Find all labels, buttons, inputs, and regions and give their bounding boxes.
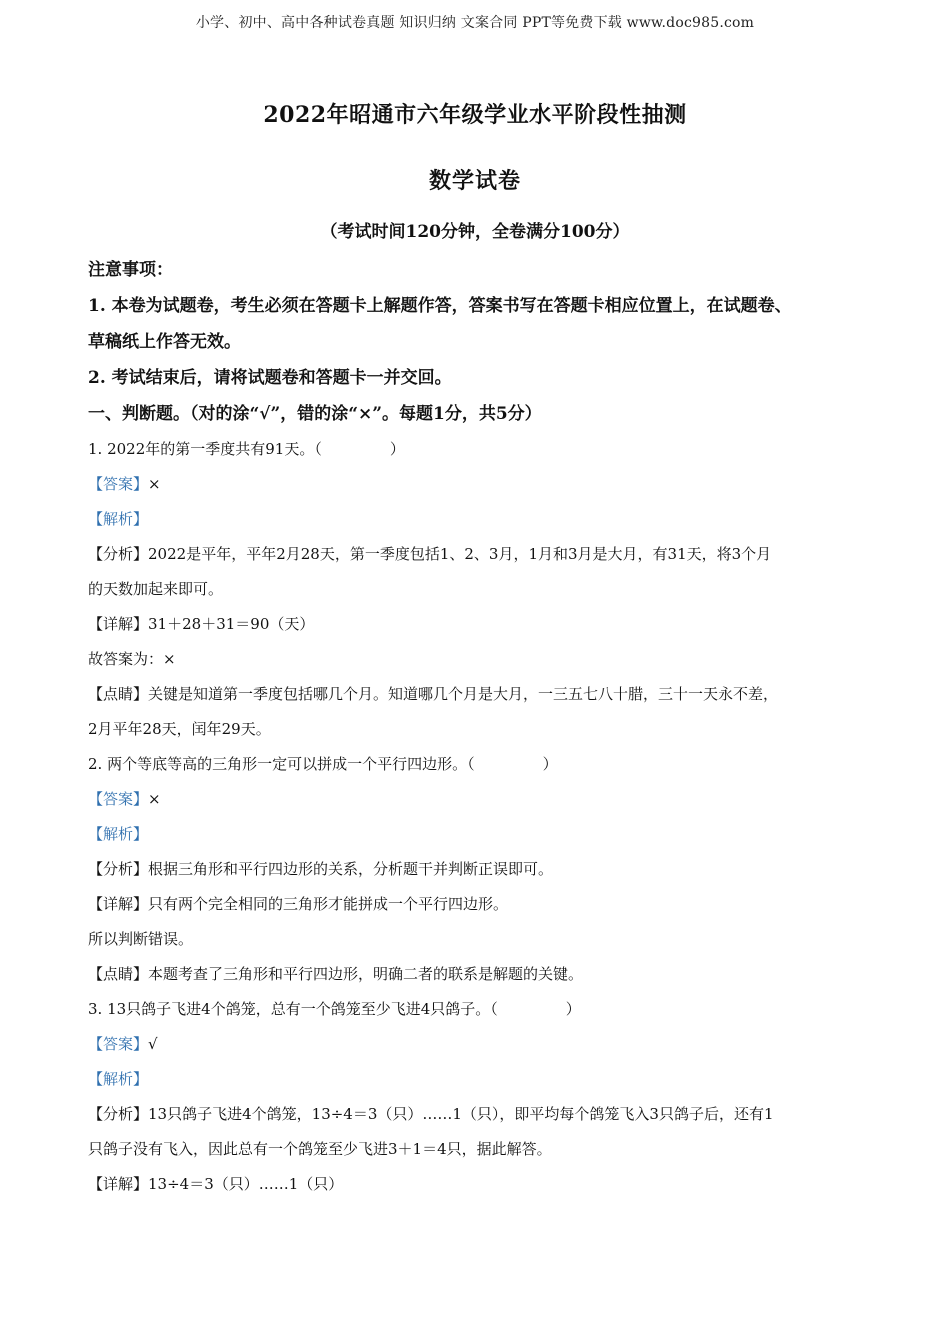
question-3-text: 3. 13只鸽子飞进4个鸽笼，总有一个鸽笼至少飞进4只鸽子。（ bbox=[88, 1000, 498, 1018]
exam-subtitle: 数学试卷 bbox=[428, 168, 521, 194]
question-2-answer bbox=[88, 782, 888, 817]
question-1-dianjing bbox=[88, 677, 888, 712]
question-3-paren-close: ） bbox=[565, 1000, 581, 1018]
question-2-fenxi-text: 根据三角形和平行四边形的关系，分析题干并判断正误即可。 bbox=[148, 860, 554, 878]
question-1-dianjing-cont: 2月平年28天，闰年29天。 bbox=[88, 720, 271, 738]
question-1-stem bbox=[88, 432, 888, 467]
question-2-dianjing-text: 本题考查了三角形和平行四边形，明确二者的联系是解题的关键。 bbox=[148, 965, 584, 983]
notice-item-1-line-2: 草稿纸上作答无效。 bbox=[88, 332, 241, 352]
xiangjie-label: 【详解】 bbox=[88, 895, 149, 913]
question-3-fenxi bbox=[88, 1097, 888, 1132]
question-3-analysis bbox=[88, 1062, 888, 1097]
fenxi-label: 【分析】 bbox=[88, 860, 149, 878]
page-header: 小学、初中、高中各种试卷真题 知识归纳 文案合同 PPT等免费下载 www.doc985.com bbox=[195, 15, 755, 31]
question-3-fenxi-text: 13只鸽子飞进4个鸽笼，13÷4＝3（只）……1（只），即平均每个鸽笼飞入3只鸽子后，还有1 bbox=[148, 1105, 774, 1123]
question-1-paren-close: ） bbox=[389, 440, 405, 458]
exam-info: （考试时间120分钟，全卷满分100分） bbox=[320, 222, 630, 242]
question-1-text: 1. 2022年的第一季度共有91天。（ bbox=[88, 440, 322, 458]
notice-heading: 注意事项： bbox=[88, 260, 173, 280]
question-2-dianjing bbox=[88, 957, 888, 992]
question-1-xiangjie bbox=[88, 607, 888, 642]
answer-label: 【答案】 bbox=[88, 1035, 149, 1053]
question-2-answer-value: × bbox=[148, 790, 161, 808]
question-1-answer bbox=[88, 467, 888, 502]
question-3-xiangjie-text: 13÷4＝3（只）……1（只） bbox=[148, 1175, 344, 1193]
question-2-xiangjie bbox=[88, 887, 888, 922]
question-1-fenxi bbox=[88, 537, 888, 572]
dianjing-label: 【点睛】 bbox=[88, 685, 149, 703]
analysis-label: 【解析】 bbox=[88, 825, 149, 843]
exam-title: 2022年昭通市六年级学业水平阶段性抽测 bbox=[263, 102, 687, 128]
question-3-answer-value: √ bbox=[148, 1035, 158, 1053]
question-1-fenxi-cont: 的天数加起来即可。 bbox=[88, 580, 224, 598]
notice-item-2: 2. 考试结束后，请将试题卷和答题卡一并交回。 bbox=[88, 368, 452, 388]
question-1-answer-value: × bbox=[148, 475, 161, 493]
dianjing-label: 【点睛】 bbox=[88, 965, 149, 983]
question-1-analysis bbox=[88, 502, 888, 537]
question-3-answer bbox=[88, 1027, 888, 1062]
question-2-fenxi bbox=[88, 852, 888, 887]
question-2-text: 2. 两个等底等高的三角形一定可以拼成一个平行四边形。（ bbox=[88, 755, 475, 773]
analysis-label: 【解析】 bbox=[88, 1070, 149, 1088]
question-1-xiangjie-text: 31＋28＋31＝90（天） bbox=[148, 615, 315, 633]
xiangjie-label: 【详解】 bbox=[88, 1175, 149, 1193]
answer-label: 【答案】 bbox=[88, 475, 149, 493]
question-3-xiangjie bbox=[88, 1167, 888, 1202]
question-1-fenxi-text: 2022是平年，平年2月28天，第一季度包括1、2、3月，1月和3月是大月，有31天，将3个月 bbox=[148, 545, 772, 563]
notice-item-1-line-1: 1. 本卷为试题卷，考生必须在答题卡上解题作答，答案书写在答题卡相应位置上，在试题卷、 bbox=[88, 296, 792, 316]
question-2-stem bbox=[88, 747, 888, 782]
document-body bbox=[88, 252, 888, 1202]
section-1-heading: 一、判断题。（对的涂“√”，错的涂“×”。每题1分，共5分） bbox=[88, 404, 542, 424]
fenxi-label: 【分析】 bbox=[88, 545, 149, 563]
question-3-fenxi-cont: 只鸽子没有飞入，因此总有一个鸽笼至少飞进3＋1＝4只，据此解答。 bbox=[88, 1140, 552, 1158]
answer-label: 【答案】 bbox=[88, 790, 149, 808]
xiangjie-label: 【详解】 bbox=[88, 615, 149, 633]
question-1-dianjing-text: 关键是知道第一季度包括哪几个月。知道哪几个月是大月，一三五七八十腊，三十一天永不差， bbox=[148, 685, 779, 703]
question-2-conclusion: 所以判断错误。 bbox=[88, 930, 194, 948]
analysis-label: 【解析】 bbox=[88, 510, 149, 528]
question-2-xiangjie-text: 只有两个完全相同的三角形才能拼成一个平行四边形。 bbox=[148, 895, 509, 913]
fenxi-label: 【分析】 bbox=[88, 1105, 149, 1123]
question-2-paren-close: ） bbox=[542, 755, 558, 773]
question-1-conclusion: 故答案为：× bbox=[88, 650, 176, 668]
question-2-analysis bbox=[88, 817, 888, 852]
question-3-stem bbox=[88, 992, 888, 1027]
